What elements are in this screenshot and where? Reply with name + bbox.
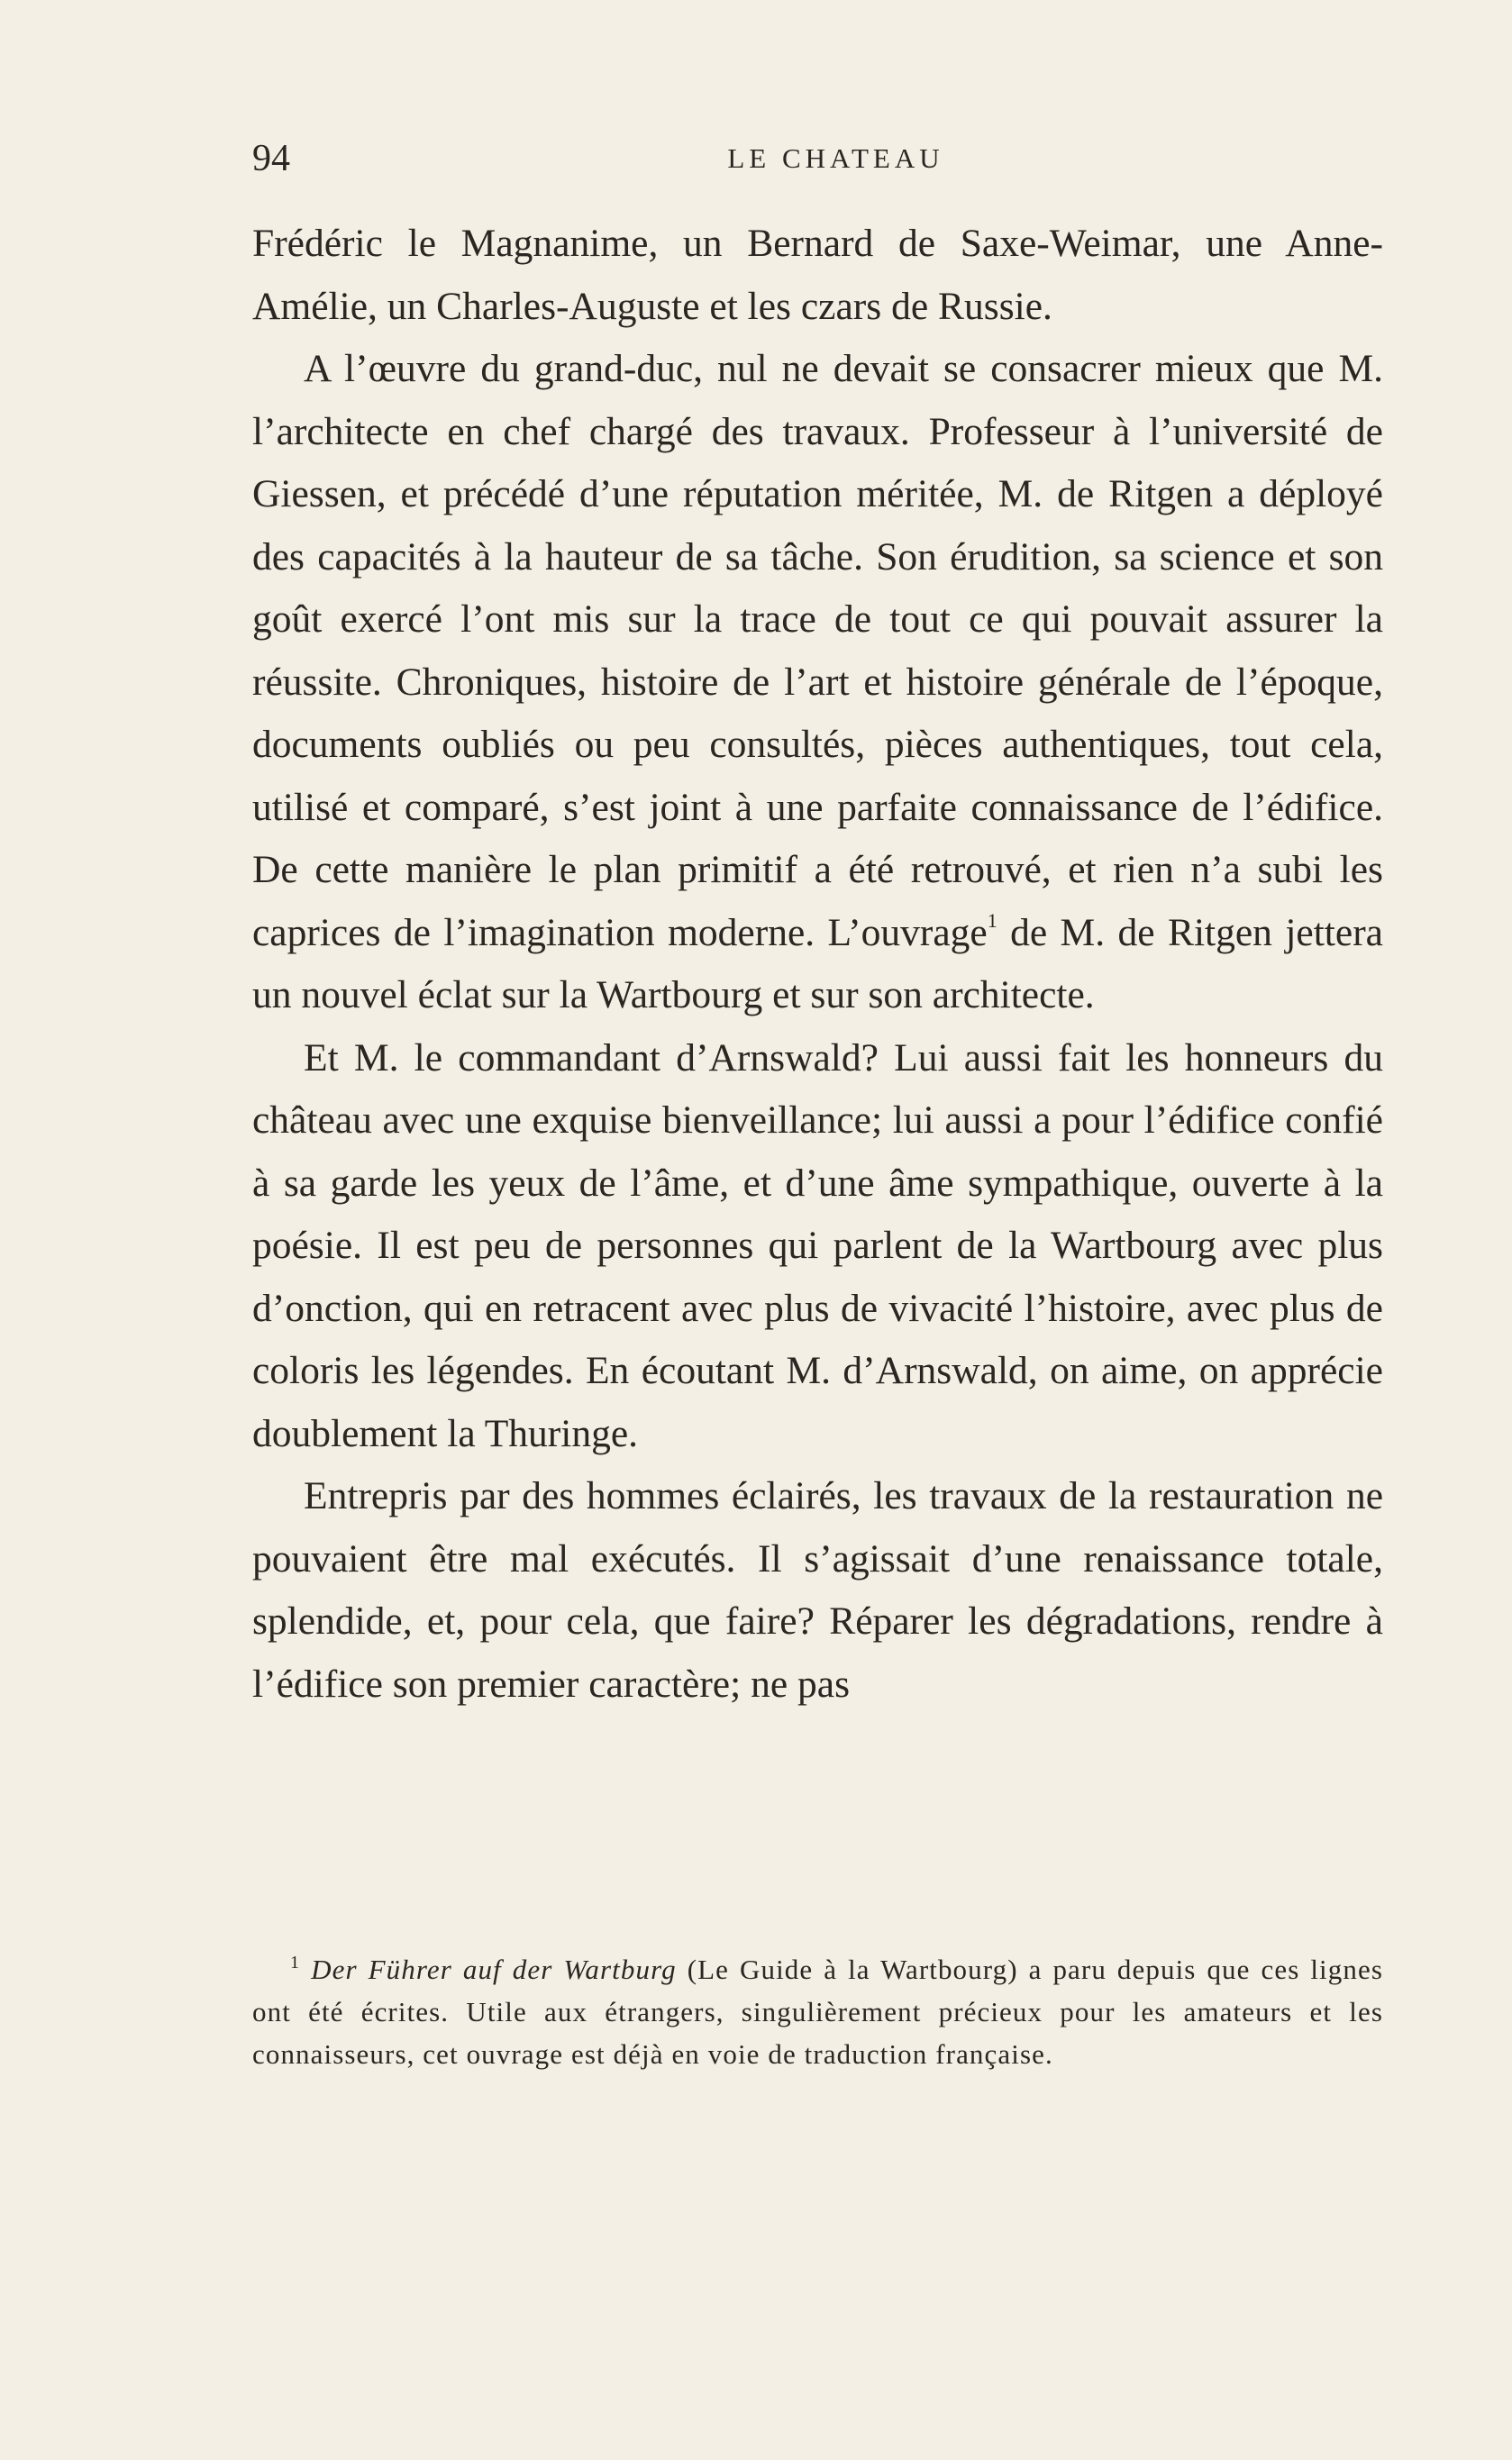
paragraph-2-text: A l’œuvre du grand-duc, nul ne devait se consacrer mieux que M. l’architecte en chef chargé des travaux. Professeur à l’université de Giessen, et précédé d’une réputation méritée, M. de Ritgen a déployé des capacités à la hauteur de sa tâche. Son érudition, sa science et son goût exercé l’ont mis sur la trace de tout ce qui pouvait assurer la réussite. Chroniques, histoire de l’art et histoire générale de l’époque, documents oubliés ou peu consultés, pièces authentiques, tout cela, utilisé et comparé, s’est joint à une parfaite connaissance de l’édifice. De cette manière le plan primitif a été retrouvé, et rien n’a subi les caprices de l’imagination moderne. L’ouvrage bbox=[252, 347, 1383, 954]
footnotes bbox=[252, 1948, 1383, 2075]
footnote-title: Der Führer auf der Wartburg bbox=[311, 1954, 677, 1985]
paragraph-1: Frédéric le Magnanime, un Bernard de Saxe-Weimar, une Anne-Amélie, un Charles-Auguste et les czars de Russie. bbox=[252, 222, 1383, 328]
body-text bbox=[252, 213, 1383, 1716]
footnote-reference: 1 bbox=[987, 908, 997, 932]
paragraph-2-text-end: de M. de Ritgen jettera un nouvel éclat sur la Wartbourg et sur son architecte. bbox=[252, 910, 1383, 1016]
page-number: 94 bbox=[252, 138, 290, 179]
footnote-1 bbox=[252, 1948, 1383, 2075]
footnote-marker: 1 bbox=[290, 1953, 301, 1973]
paragraph-4: Entrepris par des hommes éclairés, les travaux de la restauration ne pouvaient être mal exécutés. Il s’agissait d’une renaissance totale, splendide, et, pour cela, que faire? Réparer les dégradations, rendre à l’édifice son premier caractère; ne pas bbox=[252, 1474, 1383, 1706]
running-head: LE CHATEAU bbox=[727, 142, 944, 174]
page-header bbox=[252, 132, 1383, 186]
paragraph-2 bbox=[252, 338, 1383, 1027]
paragraph-3: Et M. le commandant d’Arnswald? Lui aussi fait les honneurs du château avec une exquise bienveillance; lui aussi a pour l’édifice confié à sa garde les yeux de l’âme, et d’une âme sympathique, ouverte à la poésie. Il est peu de personnes qui parlent de la Wartbourg avec plus d’onction, qui en retracent avec plus de vivacité l’histoire, avec plus de coloris les légendes. En écoutant M. d’Arnswald, on aime, on apprécie doublement la Thuringe. bbox=[252, 1035, 1383, 1455]
footnote-text: (Le Guide à la Wartbourg) a paru depuis que ces lignes ont été écrites. Utile aux étrangers, singulièrement précieux pour les amateurs et les connaisseurs, cet ouvrage est déjà en voie de traduction française. bbox=[252, 1954, 1383, 2070]
